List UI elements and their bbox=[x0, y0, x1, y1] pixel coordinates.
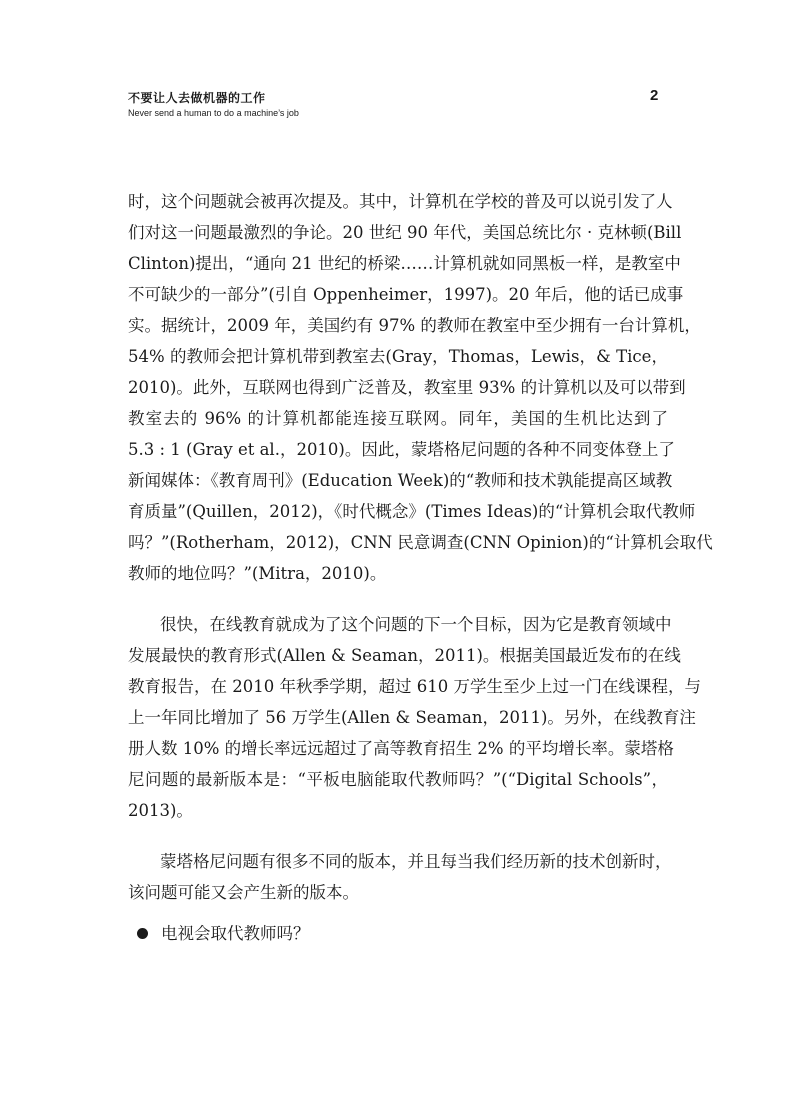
text-line: 时，这个问题就会被再次提及。其中，计算机在学校的普及可以说引发了人 bbox=[128, 192, 673, 211]
running-head-subtitle: Never send a human to do a machine’s job bbox=[128, 108, 299, 118]
text-line: 发展最快的教育形式(Allen & Seaman，2011)。根据美国最近发布的在线 bbox=[128, 646, 681, 665]
text-line: 不可缺少的一部分”(引自 Oppenheimer，1997)。20 年后，他的话已成事 bbox=[128, 285, 684, 304]
running-head-title: 不要让人去做机器的工作 bbox=[128, 91, 266, 105]
text-line: 上一年同比增加了 56 万学生(Allen & Seaman，2011)。另外，在线教育注 bbox=[128, 708, 696, 727]
bullet-dot-icon bbox=[137, 928, 148, 939]
paragraph-3 bbox=[128, 846, 672, 908]
text-line: 2010)。此外，互联网也得到广泛普及，教室里 93% 的计算机以及可以带到 bbox=[128, 378, 686, 397]
text-line: 尼问题的最新版本是：“平板电脑能取代教师吗？”(“Digital Schools”， bbox=[128, 770, 668, 789]
paragraph-2 bbox=[128, 609, 701, 826]
page-number: 2 bbox=[650, 87, 659, 104]
bullet-item bbox=[128, 918, 668, 949]
text-line: 们对这一问题最激烈的争论。20 世纪 90 年代，美国总统比尔 · 克林顿(Bill bbox=[128, 223, 682, 242]
text-line: 新闻媒体：《教育周刊》(Education Week)的“教师和技术孰能提高区域教 bbox=[128, 471, 673, 490]
text-line: 2013)。 bbox=[128, 801, 193, 820]
bullet-text: 电视会取代教师吗？ bbox=[161, 924, 310, 943]
paragraph-1 bbox=[128, 186, 713, 589]
running-head bbox=[128, 90, 668, 119]
text-line: Clinton)提出，“通向 21 世纪的桥梁……计算机就如同黑板一样，是教室中 bbox=[128, 254, 681, 273]
text-line: 很快，在线教育就成为了这个问题的下一个目标，因为它是教育领域中 bbox=[160, 615, 672, 634]
text-line: 教室去的 96% 的计算机都能连接互联网。同年，美国的生机比达到了 bbox=[128, 409, 668, 428]
text-line: 吗？”(Rotherham，2012)，CNN 民意调查(CNN Opinion)的“计算机会取代 bbox=[128, 533, 713, 552]
text-line: 册人数 10% 的增长率远远超过了高等教育招生 2% 的平均增长率。蒙塔格 bbox=[128, 739, 674, 758]
text-line: 教师的地位吗？”(Mitra，2010)。 bbox=[128, 564, 387, 583]
text-line: 蒙塔格尼问题有很多不同的版本，并且每当我们经历新的技术创新时， bbox=[160, 852, 672, 871]
text-line: 54% 的教师会把计算机带到教室去(Gray，Thomas，Lewis，& Tice， bbox=[128, 347, 668, 366]
bullet-list bbox=[128, 918, 668, 949]
text-line: 5.3 : 1 (Gray et al.，2010)。因此，蒙塔格尼问题的各种不同变体登上了 bbox=[128, 440, 675, 459]
text-line: 实。据统计，2009 年，美国约有 97% 的教师在教室中至少拥有一台计算机， bbox=[128, 316, 701, 335]
text-line: 育质量”(Quillen，2012)，《时代概念》(Times Ideas)的“计算机会取代教师 bbox=[128, 502, 696, 521]
text-line: 教育报告，在 2010 年秋季学期，超过 610 万学生至少上过一门在线课程，与 bbox=[128, 677, 701, 696]
text-line: 该问题可能又会产生新的版本。 bbox=[128, 883, 359, 902]
body-text bbox=[128, 186, 713, 949]
